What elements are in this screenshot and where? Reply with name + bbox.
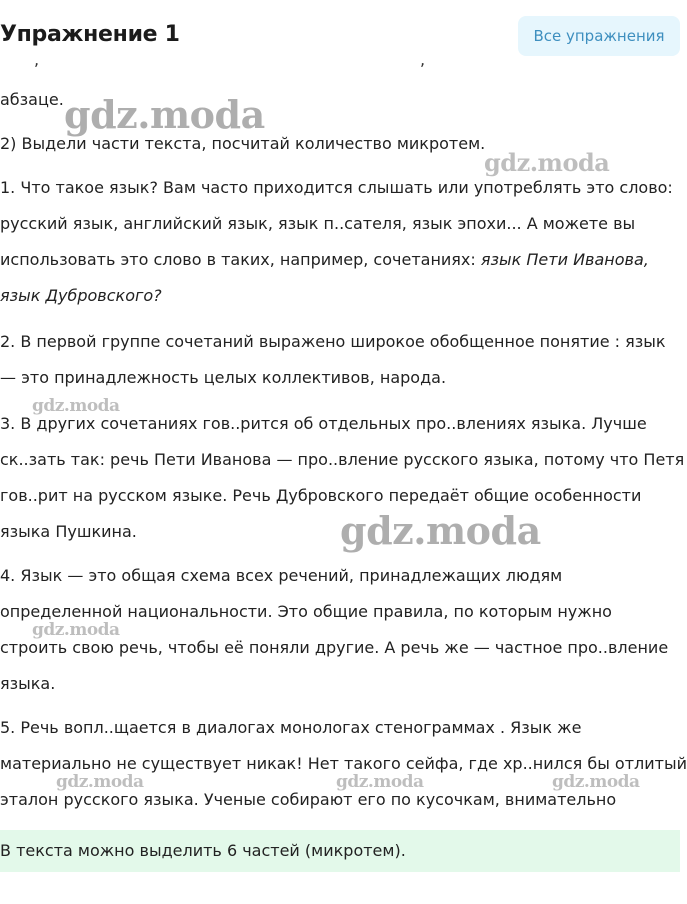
text-line: 2. В первой группе сочетаний выражено широкое обобщенное понятие : язык (0, 332, 666, 351)
text-line: 3. В других сочетаниях гов..рится об отдельных про..влениях языка. Лучше (0, 414, 647, 433)
task-line: 2) Выдели части текста, посчитай количество микротем. (0, 134, 486, 153)
cut-off-line: , , (34, 50, 426, 69)
text-line: 5. Речь вопл..щается в диалогах монологах стенограммах . Язык же (0, 718, 582, 737)
watermark-logo: gdz.moda (552, 772, 640, 792)
watermark-logo: gdz.moda (64, 92, 265, 137)
text-line: 4. Язык — это общая схема всех речений, принадлежащих людям (0, 566, 563, 585)
text-line: языка Пушкина. (0, 522, 137, 541)
watermark-logo: gdz.moda (32, 620, 120, 640)
watermark-logo: gdz.moda (56, 772, 144, 792)
text-line: гов..рит на русском языке. Речь Дубровского передаёт общие особенности (0, 486, 642, 505)
watermark-logo: gdz.moda (340, 508, 541, 553)
all-exercises-button[interactable]: Все упражнения (518, 16, 680, 56)
watermark-logo: gdz.moda (32, 396, 120, 416)
text-line (0, 242, 680, 278)
text-line: строить свою речь, чтобы её поняли другие. А речь же — частное про..вление (0, 638, 669, 657)
watermark-logo: gdz.moda (484, 148, 610, 177)
text-line: эталон русского языка. Ученые собирают его по кусочкам, внимательно (0, 790, 617, 809)
text-line: — это принадлежность целых коллективов, народа. (0, 368, 447, 387)
answer-box (0, 830, 680, 872)
answer-text: В текста можно выделить 6 частей (микротем). (0, 841, 406, 860)
page-title: Упражнение 1 (0, 22, 180, 47)
text-line: 1. Что такое язык? Вам часто приходится слышать или употреблять это слово: (0, 178, 673, 197)
italic-example: язык Дубровского? (0, 286, 162, 305)
watermark-logo: gdz.moda (336, 772, 424, 792)
text-line: абзаце. (0, 90, 64, 109)
text-span: использовать это слово в таких, например, сочетаниях: (0, 250, 481, 269)
text-line (0, 278, 680, 314)
text-line: ск..зать так: речь Пети Иванова — про..вление русского языка, потому что Петя (0, 450, 685, 469)
text-line: русский язык, английский язык, язык п..сателя, язык эпохи... А можете вы (0, 214, 636, 233)
text-line: материально не существует никак! Нет такого сейфа, где хр..нился бы отлитый (0, 754, 687, 773)
italic-example: язык Пети Иванова, (480, 250, 649, 269)
exercise-text (0, 50, 687, 830)
text-line: определенной национальности. Это общие правила, по которым нужно (0, 602, 612, 621)
text-line: языка. (0, 674, 56, 693)
